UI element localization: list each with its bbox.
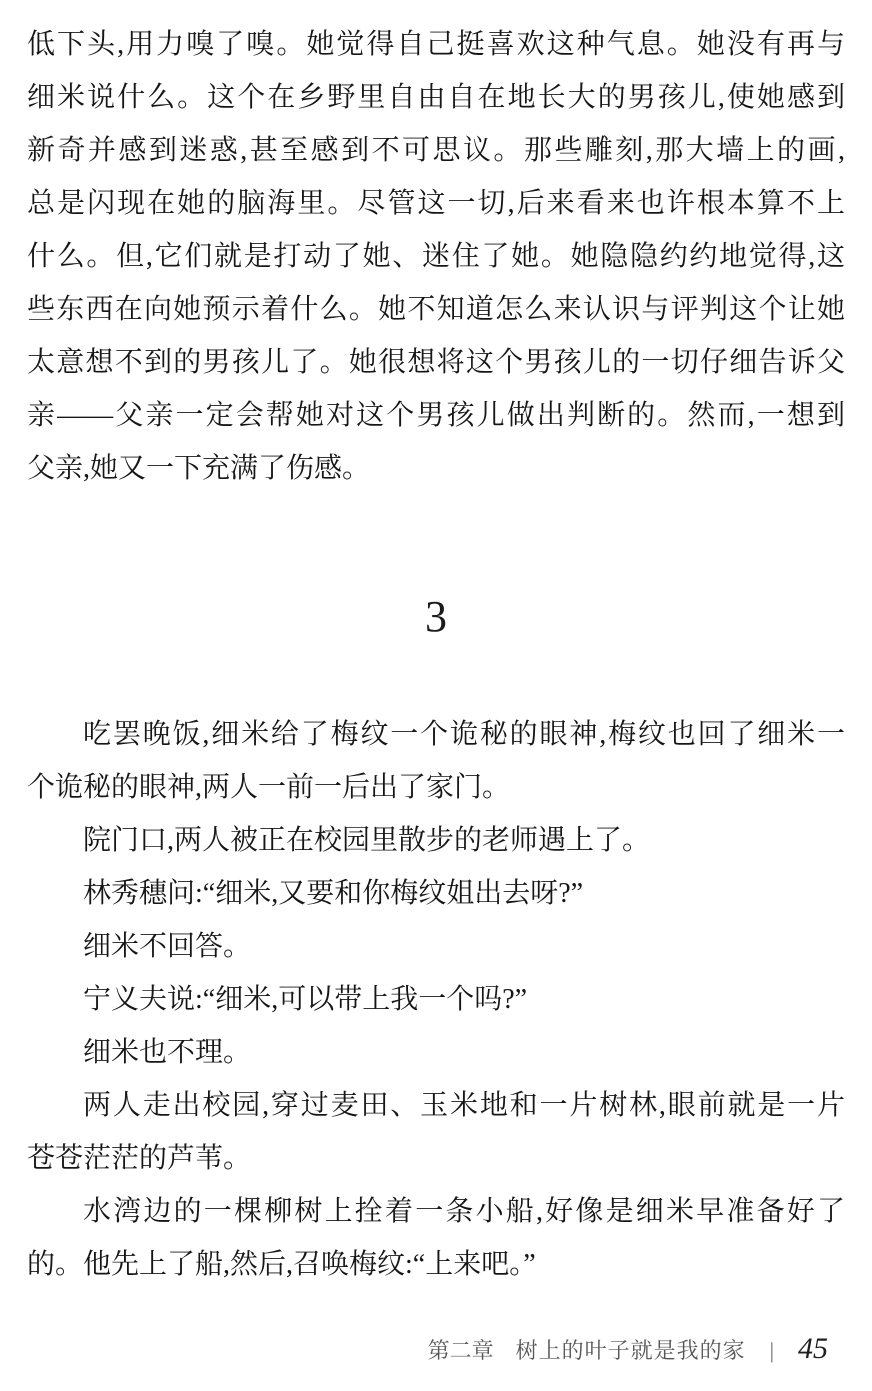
text-line: 院门口,两人被正在校园里散步的老师遇上了。 (83, 825, 651, 856)
paragraph (27, 814, 845, 867)
page-footer (428, 1334, 828, 1366)
paragraph (27, 1079, 845, 1185)
text-line: 苍苍茫茫的芦苇。 (27, 1143, 252, 1174)
text-line: 总是闪现在她的脑海里。尽管这一切,后来看来也许根本算不上 (27, 188, 845, 219)
footer-page-number: 45 (798, 1332, 828, 1365)
paragraph (27, 708, 845, 814)
text-line: 细米也不理。 (83, 1037, 252, 1068)
text-line: 什么。但,它们就是打动了她、迷住了她。她隐隐约约地觉得,这 (27, 241, 845, 272)
footer-divider: | (769, 1338, 774, 1363)
footer-chapter-title: 树上的叶子就是我的家 (515, 1338, 746, 1363)
text-line: 细米说什么。这个在乡野里自由自在地长大的男孩儿,使她感到 (27, 82, 845, 113)
text-line: 亲——父亲一定会帮她对这个男孩儿做出判断的。然而,一想到 (27, 400, 845, 431)
text-line: 两人走出校园,穿过麦田、玉米地和一片树林,眼前就是一片 (83, 1090, 845, 1121)
paragraph (27, 973, 845, 1026)
text-line: 细米不回答。 (83, 931, 252, 962)
text-line: 新奇并感到迷惑,甚至感到不可思议。那些雕刻,那大墙上的画, (27, 135, 845, 166)
text-line: 吃罢晚饭,细米给了梅纹一个诡秘的眼神,梅纹也回了细米一 (83, 719, 845, 750)
text-line: 太意想不到的男孩儿了。她很想将这个男孩儿的一切仔细告诉父 (27, 347, 845, 378)
text-line: 个诡秘的眼神,两人一前一后出了家门。 (27, 772, 511, 803)
paragraph (27, 920, 845, 973)
paragraph (27, 1026, 845, 1079)
footer-chapter-label: 第二章 (427, 1338, 494, 1363)
text-line: 宁义夫说:“细米,可以带上我一个吗?” (83, 984, 528, 1015)
page-body (27, 18, 845, 1291)
text-line: 些东西在向她预示着什么。她不知道怎么来认识与评判这个让她 (27, 294, 845, 325)
paragraph (27, 18, 845, 495)
text-line: 父亲,她又一下充满了伤感。 (27, 453, 371, 484)
text-line: 林秀穗问:“细米,又要和你梅纹姐出去呀?” (83, 878, 584, 909)
text-line: 低下头,用力嗅了嗅。她觉得自己挺喜欢这种气息。她没有再与 (27, 29, 845, 60)
paragraph (27, 867, 845, 920)
text-line: 的。他先上了船,然后,召唤梅纹:“上来吧。” (27, 1249, 536, 1280)
paragraph (27, 1185, 845, 1291)
section-number-heading: 3 (425, 592, 447, 641)
text-line: 水湾边的一棵柳树上拴着一条小船,好像是细米早准备好了 (83, 1196, 845, 1227)
